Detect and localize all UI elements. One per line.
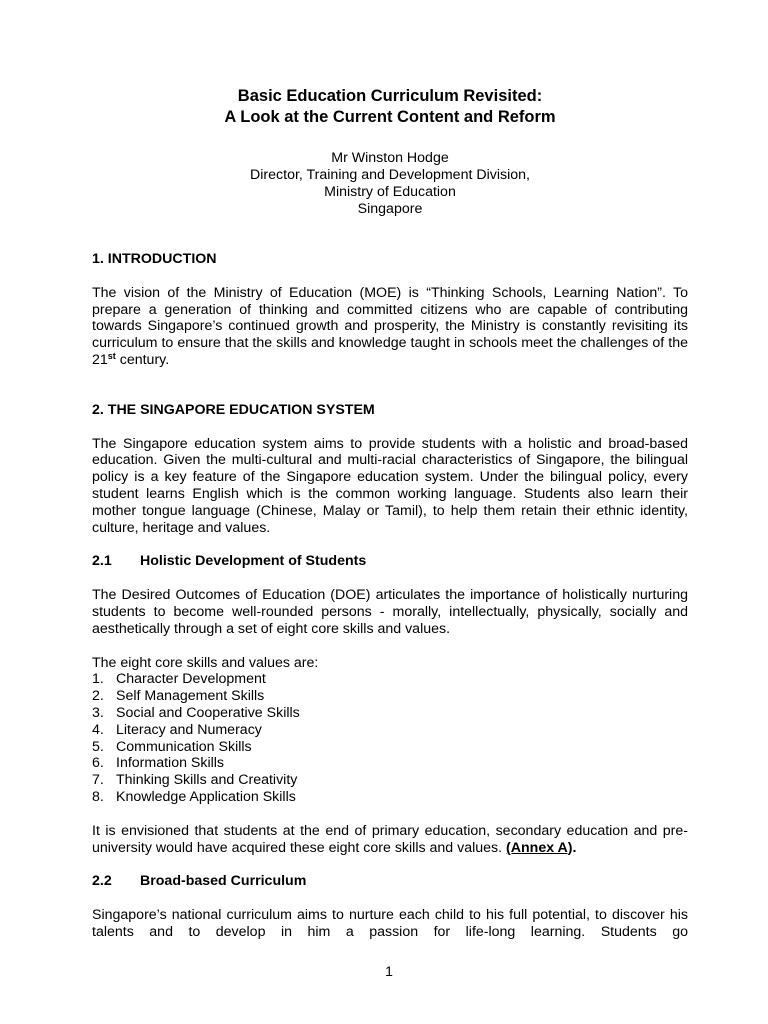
- skills-list-item-label: Knowledge Application Skills: [116, 788, 296, 805]
- author-position: Director, Training and Development Division,: [250, 167, 530, 183]
- section-1-heading: 1. INTRODUCTION: [92, 251, 217, 267]
- skills-list-item-label: Information Skills: [116, 755, 225, 772]
- skills-list-item-number: 2.: [92, 688, 104, 705]
- title-line-2: A Look at the Current Content and Reform: [224, 108, 556, 126]
- skills-list-item-number: 4.: [92, 721, 104, 738]
- skills-list-item-label: Thinking Skills and Creativity: [116, 772, 298, 789]
- section-1-paragraph: [92, 285, 688, 369]
- section-2-1-title: Holistic Development of Students: [140, 553, 367, 570]
- skills-list-item: [92, 755, 688, 772]
- skills-list: [92, 671, 688, 805]
- section-2-1-closing: [92, 823, 688, 857]
- skills-list-item-number: 1.: [92, 671, 104, 688]
- skills-list-intro: The eight core skills and values are:: [92, 654, 319, 671]
- skills-list-item-label: Communication Skills: [116, 738, 252, 755]
- document-title: [92, 86, 688, 128]
- annex-reference: [506, 840, 576, 856]
- author-name: Mr Winston Hodge: [331, 150, 449, 166]
- skills-list-item: [92, 671, 688, 688]
- skills-list-item: [92, 739, 688, 756]
- title-line-1: Basic Education Curriculum Revisited:: [237, 87, 543, 105]
- section-2-1-heading: [92, 553, 688, 570]
- document-body: [92, 86, 688, 941]
- section-2-paragraph: The Singapore education system aims to provide students with a holistic and broad-based education. Given the multi-cultural and multi-racial characteristics of Singapore, the bilingual policy is a key feature of the Singapore education system. Under the bilingual policy, every student learns English which is the common working language. Students also learn their mother tongue language (Chinese, Malay or Tamil), to help them retain their ethnic identity, culture, heritage and values.: [92, 435, 688, 536]
- annex-a-link[interactable]: (Annex A): [506, 839, 573, 856]
- skills-list-item-label: Social and Cooperative Skills: [116, 704, 300, 721]
- skills-list-item-number: 6.: [92, 755, 104, 772]
- skills-list-item: [92, 772, 688, 789]
- section-2-2-title: Broad-based Curriculum: [140, 873, 307, 890]
- author-country: Singapore: [357, 201, 423, 217]
- skills-list-item-number: 7.: [92, 772, 104, 789]
- skills-list-item-label: Character Development: [116, 671, 266, 688]
- section-2-1-number: 2.1: [92, 553, 112, 570]
- section-2-2-heading: [92, 873, 688, 890]
- section-2-heading: 2. THE SINGAPORE EDUCATION SYSTEM: [92, 401, 375, 418]
- skills-list-item: [92, 789, 688, 806]
- skills-list-item: [92, 688, 688, 705]
- section-1-text: The vision of the Ministry of Education (MOE) is “Thinking Schools, Learning Nation”. To prepare a generation of thinking and committed citizens who are capable of contributing towards Singapore’s continued growth and prosperity, the Ministry is constantly revisiting its curriculum to ensure that the skills and knowledge taught in schools meet the challenges of the 21: [92, 284, 688, 368]
- author-organization: Ministry of Education: [324, 184, 456, 200]
- skills-list-item: [92, 722, 688, 739]
- ordinal-superscript: st: [107, 350, 116, 361]
- section-2-2-paragraph: Singapore’s national curriculum aims to nurture each child to his full potential, to discover his talents and to develop in him a passion for life-long learning. Students go: [92, 907, 688, 940]
- section-1-text-end: century.: [115, 351, 170, 368]
- page-number: 1: [385, 963, 393, 979]
- skills-list-item-number: 3.: [92, 704, 104, 721]
- skills-list-item-label: Self Management Skills: [116, 688, 265, 705]
- section-2-2-number: 2.2: [92, 873, 112, 890]
- skills-list-item-number: 8.: [92, 788, 104, 805]
- skills-list-item-label: Literacy and Numeracy: [116, 721, 262, 738]
- closing-text: It is envisioned that students at the end of primary education, secondary education and pre-university would have acquired these eight core skills and values.: [92, 822, 688, 856]
- author-block: [92, 150, 688, 218]
- skills-list-item: [92, 705, 688, 722]
- annex-tail: .: [572, 839, 577, 856]
- skills-list-item-number: 5.: [92, 738, 104, 755]
- section-2-1-paragraph: The Desired Outcomes of Education (DOE) articulates the importance of holistically nurturing students to become well-rounded persons - morally, intellectually, physically, socially and aesthetically through a set of eight core skills and values.: [92, 587, 688, 637]
